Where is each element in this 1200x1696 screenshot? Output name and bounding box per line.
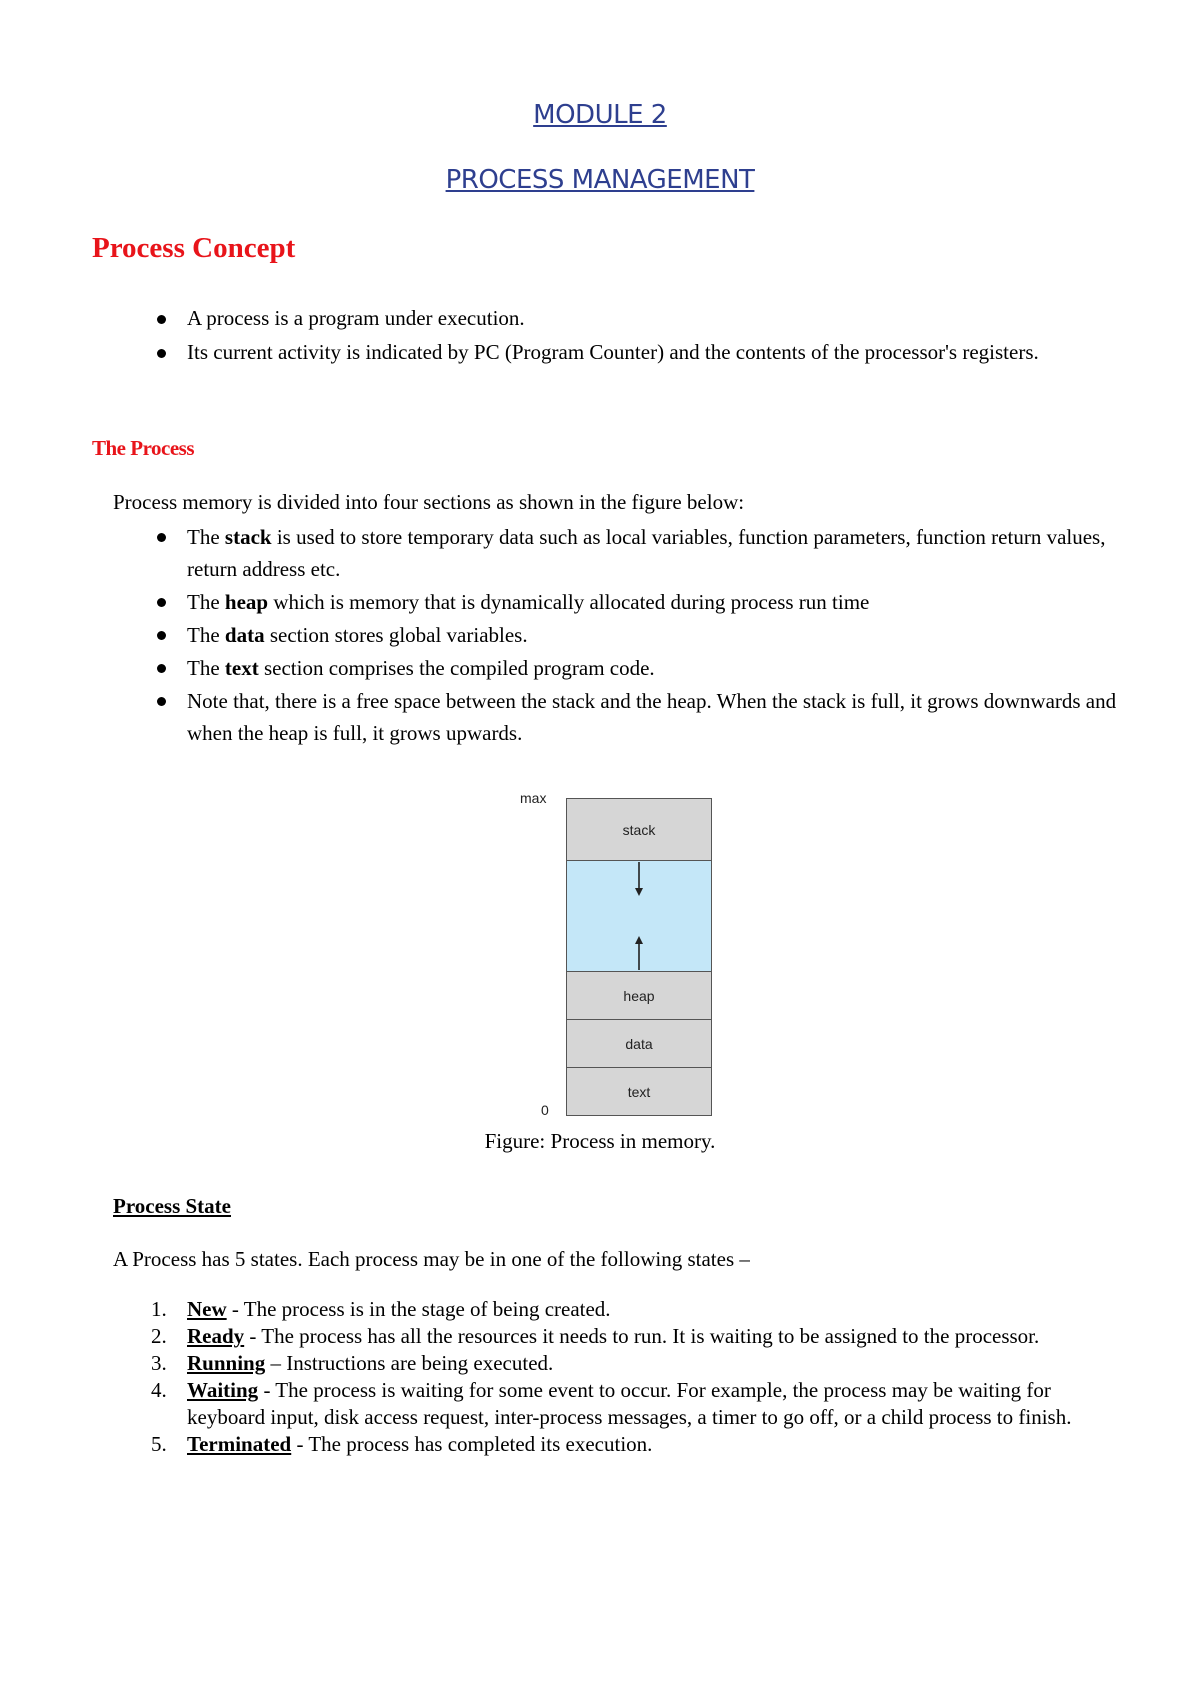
growth-arrows-icon (566, 860, 712, 972)
the-process-heading: The Process (92, 436, 195, 460)
process-state-heading: Process State (113, 1194, 231, 1218)
list-item: 5. Terminated - The process has completed its execution. (151, 1432, 653, 1456)
bullet-icon (157, 697, 166, 706)
text-section: text (566, 1067, 712, 1116)
bullet-icon (157, 598, 166, 607)
list-item: 4. Waiting - The process is waiting for some event to occur. For example, the process may be waiting for keyboard input, disk access request, inter-process messages, a timer to go off, or a child process to finish. (151, 1378, 1072, 1429)
bullet-icon (157, 664, 166, 673)
list-item: Note that, there is a free space between the stack and the heap. When the stack is full, it grows downwards and when the heap is full, it grows upwards. (113, 685, 1133, 749)
list-item: A process is a program under execution. (113, 303, 1113, 334)
free-space-section (566, 860, 712, 972)
figure-caption: Figure: Process in memory. (484, 1129, 716, 1153)
list-item: Its current activity is indicated by PC (Program Counter) and the contents of the processor's registers. (113, 337, 1113, 368)
module-title: MODULE 2 (533, 100, 667, 130)
list-item: The heap which is memory that is dynamically allocated during process run time (113, 586, 1133, 618)
process-concept-heading: Process Concept (92, 232, 296, 264)
bullet-icon (157, 631, 166, 640)
list-item: The stack is used to store temporary data such as local variables, function parameters, function return values, return address etc. (113, 521, 1133, 585)
list-item: 1. New - The process is in the stage of being created. (151, 1297, 611, 1321)
list-item: The data section stores global variables. (113, 619, 1133, 651)
bullet-icon (157, 315, 166, 324)
data-section: data (566, 1019, 712, 1068)
list-item: 2. Ready - The process has all the resources it needs to run. It is waiting to be assigned to the processor. (151, 1324, 1040, 1348)
states-intro: A Process has 5 states. Each process may be in one of the following states – (113, 1247, 750, 1271)
list-item: 3. Running – Instructions are being executed. (151, 1351, 554, 1375)
concept-list (113, 303, 1113, 371)
memory-sections-list (113, 521, 1133, 750)
figure-zero-label: 0 (541, 1102, 549, 1118)
list-item: The text section comprises the compiled program code. (113, 652, 1133, 684)
states-list (113, 1296, 1113, 1458)
bullet-icon (157, 533, 166, 542)
bullet-icon (157, 349, 166, 358)
subject-title: PROCESS MANAGEMENT (445, 165, 755, 195)
heap-section: heap (566, 971, 712, 1020)
stack-section: stack (566, 798, 712, 861)
figure-max-label: max (520, 790, 547, 806)
memory-intro: Process memory is divided into four sections as shown in the figure below: (113, 490, 745, 514)
